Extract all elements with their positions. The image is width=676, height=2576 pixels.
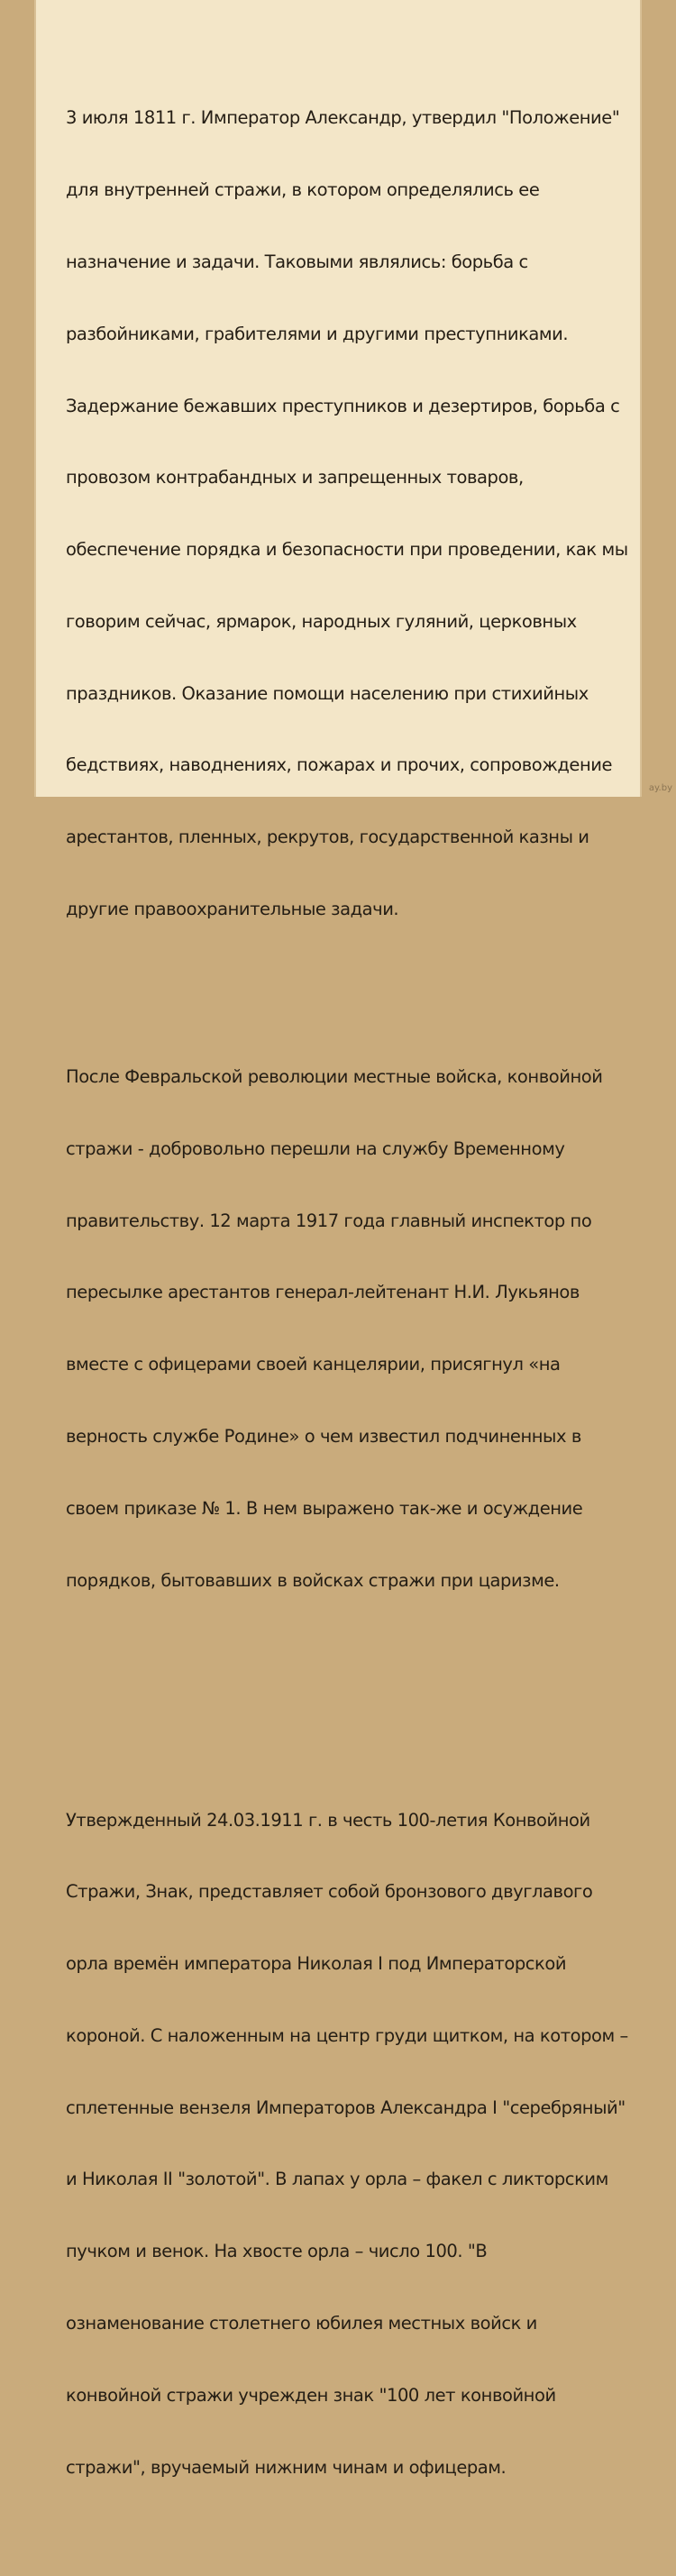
text-line: 3 июля 1811 г. Император Александр, утвердил "Положение" [66,107,620,129]
text-line: говорим сейчас, ярмарок, народных гуляний, церковных [66,610,577,632]
text-line: пучком и венок. На хвосте орла – число 100. "В [66,2241,488,2262]
text-line: правительству. 12 марта 1917 года главный инспектор по [66,1210,592,1231]
text-line: порядков, бытовавших в войсках стражи при царизме. [66,1569,560,1591]
text-line: стражи - добровольно перешли на службу Временному [66,1137,565,1159]
text-line: праздников. Оказание помощи населению при стихийных [66,682,589,704]
text-line: орла времён императора Николая I под Императорской [66,1953,567,1975]
paragraph-1 [66,59,643,970]
text-line: стражи", вручаемый нижним чинам и офицерам. [66,2456,507,2478]
text-line: своем приказе № 1. В нем выражено так-же и осуждение [66,1497,583,1519]
text-line: Утвержденный 24.03.1911 г. в честь 100-летия Конвойной [66,1809,590,1831]
text-line: бедствиях, наводнениях, пожарах и прочих, сопровождение [66,754,613,776]
text-line: верность службе Родине» о чем известил подчиненных в [66,1426,581,1448]
text-line: другие правоохранительные задачи. [66,898,399,919]
text-line: пересылке арестантов генерал-лейтенант Н.И. Лукьянов [66,1282,580,1303]
text-line: ознаменование столетнего юбилея местных войск и [66,2313,537,2334]
watermark: ay.by [648,783,672,793]
text-line: обеспечение порядка и безопасности при проведении, как мы [66,539,628,561]
text-line: короной. С наложенным на центр груди щитком, на котором – [66,2024,628,2046]
text-line: Задержание бежавших преступников и дезертиров, борьба с [66,395,620,416]
text-line: провозом контрабандных и запрещенных товаров, [66,467,524,489]
document-paper [34,0,642,2478]
text-line: вместе с офицерами своей канцелярии, присягнул «на [66,1354,561,1375]
text-line: конвойной стражи учрежден знак "100 лет конвойной [66,2384,556,2406]
text-line: назначение и задачи. Таковыми являлись: борьба с [66,251,528,272]
document-text [66,11,643,2576]
text-line: и Николая II "золотой". В лапах у орла – факел с ликторским [66,2169,608,2190]
paragraph-gap [66,1689,643,1713]
text-line: арестантов, пленных, рекрутов, государственной казны и [66,827,589,848]
text-line: Стражи, Знак, представляет собой бронзового двуглавого [66,1881,593,1903]
text-line: разбойниками, грабителями и другими преступниками. [66,323,569,344]
text-line: После Февральской революции местные войска, конвойной [66,1066,603,1088]
text-line: для внутренней стражи, в котором определялись ее [66,179,540,201]
paragraph-3 [66,1760,643,2527]
text-line: сплетенные вензеля Императоров Александра I "серебряный" [66,2096,626,2118]
paragraph-2 [66,1018,643,1640]
